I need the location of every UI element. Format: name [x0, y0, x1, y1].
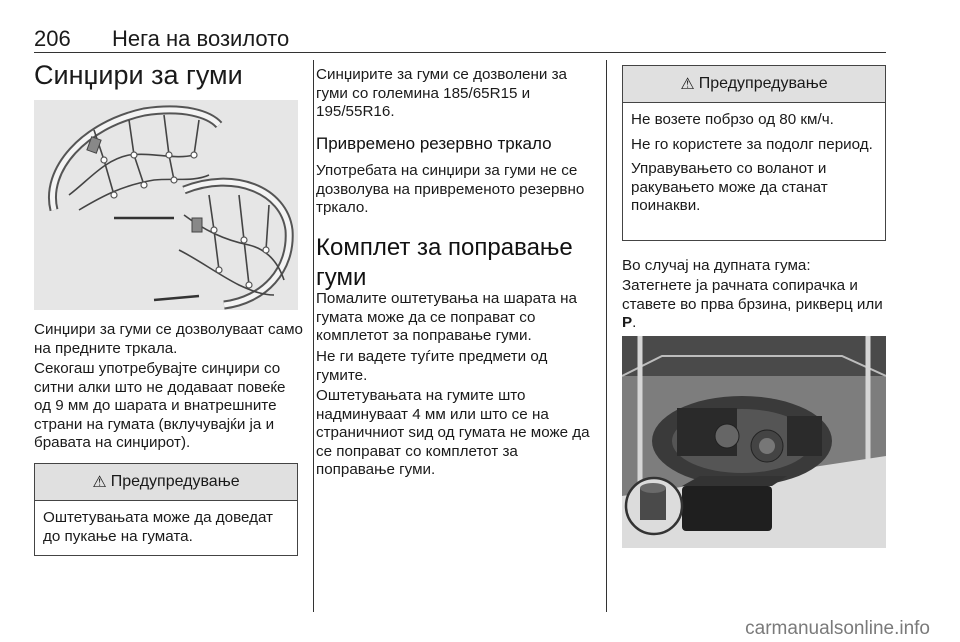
warning-triangle-icon: ⚠	[92, 474, 107, 491]
column-divider	[313, 60, 314, 612]
warning-triangle-icon: ⚠	[680, 76, 695, 93]
warning-title: Предупредување	[110, 473, 240, 490]
paragraph: Не ги вадете туѓите предмети од гумите.	[316, 348, 548, 384]
trunk-repair-kit-illustration	[622, 336, 886, 548]
warning-text: Управувањето со воланот и ракувањето може да станат поинакви.	[631, 160, 828, 215]
heading-temporary-spare: Привремено резервно тркало	[316, 134, 552, 153]
warning-text: Не го користете за подолг период.	[631, 135, 873, 153]
paragraph: Затегнете ја рачната сопирачка и ставете во прва брзина, рикверц или P.	[622, 277, 883, 332]
warning-header	[35, 464, 297, 501]
warning-text: Не возете побрзо од 80 км/ч.	[631, 111, 834, 128]
running-title: Нега на возилото	[112, 26, 290, 51]
column-divider	[606, 60, 607, 612]
paragraph: Синџирите за гуми се дозволени за гуми со големина 185/65R15 и 195/55R16.	[316, 66, 568, 121]
warning-title: Предупредување	[698, 75, 828, 92]
heading-tire-repair-kit: Комплет за поправање гуми	[316, 234, 573, 291]
page-number: 206	[34, 26, 71, 51]
paragraph: Оштетувањата на гумите што надминуваат 4 мм или што се на страничниот ѕид од гумата не може да се поправат со комплетот за поправање гуми.	[316, 387, 590, 479]
warning-box	[34, 463, 298, 556]
paragraph: Секогаш употребувајте синџири со ситни алки што не додаваат повеќе од 9 мм до шарата и внатрешните страни на гумата (вклучувајќи ја и бравата на синџирот).	[34, 360, 286, 452]
header-rule	[34, 52, 886, 53]
watermark: carmanualsonline.info	[745, 618, 930, 639]
paragraph: Употребата на синџири за гуми не се дозволува на привременото резервно тркало.	[316, 162, 585, 217]
paragraph: Синџири за гуми се дозволуваат само на предните тркала.	[34, 321, 303, 357]
warning-box	[622, 65, 886, 241]
paragraph: Во случај на дупната гума:	[622, 257, 811, 274]
paragraph: Помалите оштетувања на шарата на гумата може да се поправат со комплетот за поправање гуми.	[316, 290, 578, 345]
tire-chains-illustration	[34, 100, 298, 310]
warning-header	[623, 66, 885, 103]
page-header	[34, 22, 886, 52]
warning-text: Оштетувањата може да доведат до пукање на гумата.	[43, 509, 274, 545]
section-title-tire-chains: Синџири за гуми	[34, 60, 243, 90]
